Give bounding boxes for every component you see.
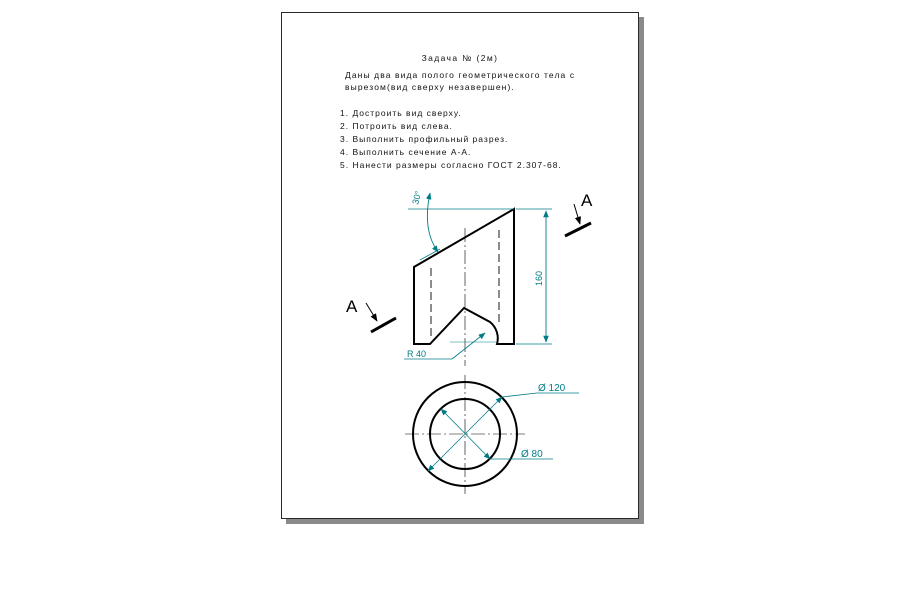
outer-diameter-label: Ø 120 bbox=[538, 383, 566, 394]
angle-label: 30° bbox=[410, 189, 424, 206]
section-label-right: А bbox=[581, 191, 593, 210]
outer-diameter-dimension bbox=[428, 383, 579, 471]
intro-line-2: вырезом(вид сверху незавершен). bbox=[345, 82, 515, 92]
step-item: 5. Нанести размеры согласно ГОСТ 2.307-68. bbox=[340, 160, 562, 170]
intro-line-1: Даны два вида полого геометрического тела с bbox=[345, 70, 576, 80]
angle-dimension bbox=[408, 189, 514, 260]
section-mark-right bbox=[565, 191, 593, 236]
height-dimension bbox=[516, 209, 552, 344]
step-item: 1. Достроить вид сверху. bbox=[340, 108, 462, 118]
front-view-outline bbox=[414, 209, 514, 344]
inner-diameter-dimension bbox=[441, 409, 553, 460]
section-mark-left bbox=[346, 297, 396, 332]
step-item: 3. Выполнить профильный разрез. bbox=[340, 134, 509, 144]
radius-label: R 40 bbox=[407, 349, 427, 359]
radius-dimension bbox=[404, 333, 496, 359]
inner-diameter-label: Ø 80 bbox=[521, 449, 543, 460]
section-label-left: А bbox=[346, 297, 358, 316]
height-label: 160 bbox=[534, 270, 544, 286]
step-item: 4. Выполнить сечение А-А. bbox=[340, 147, 472, 157]
step-item: 2. Потроить вид слева. bbox=[340, 121, 453, 131]
task-title: Задача № (2м) bbox=[421, 53, 499, 63]
